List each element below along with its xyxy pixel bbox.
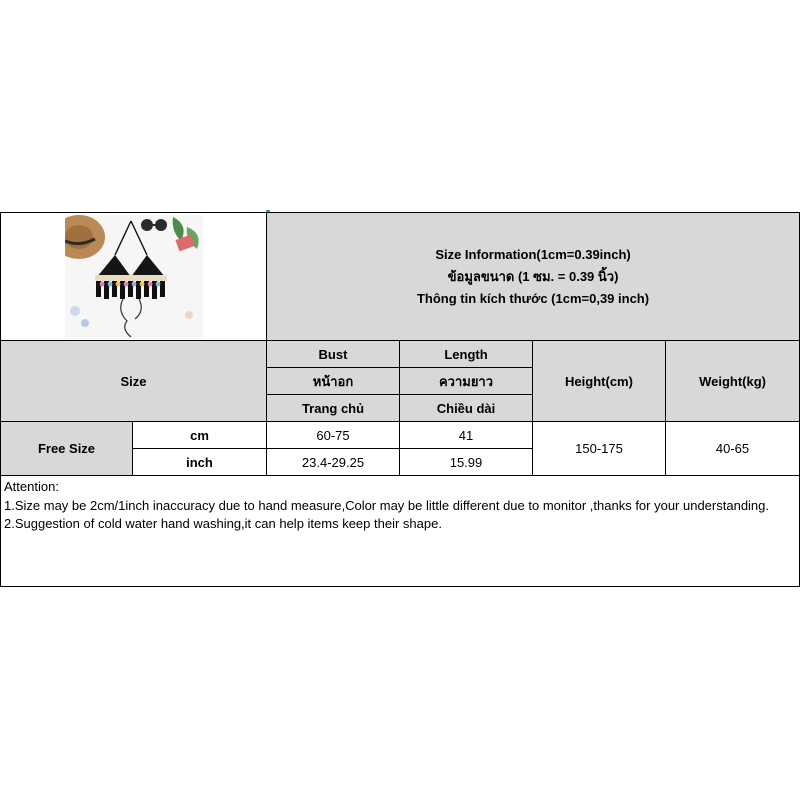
length-cm-value: 41 xyxy=(400,422,533,449)
attention-notes xyxy=(1,476,800,587)
weight-value: 40-65 xyxy=(666,422,800,476)
size-column-header: Size xyxy=(1,341,267,422)
free-size-label: Free Size xyxy=(1,422,133,476)
size-info-title-vi: Thông tin kích thước (1cm=0,39 inch) xyxy=(416,290,650,306)
length-header-th: ความยาว xyxy=(400,368,533,395)
size-info-title-th: ข้อมูลขนาด (1 ซม. = 0.39 นิ้ว) xyxy=(447,268,619,284)
size-info-title-en: Size Information(1cm=0.39inch) xyxy=(435,246,631,262)
bust-inch-value: 23.4-29.25 xyxy=(267,449,400,476)
attention-title: Attention: xyxy=(4,479,59,494)
length-header-vi: Chiều dài xyxy=(400,395,533,422)
product-photo-cell xyxy=(1,213,267,341)
attention-line-1: 1.Size may be 2cm/1inch inaccuracy due to hand measure,Color may be little different due to monitor ,thanks for your understanding. xyxy=(4,497,770,513)
height-value: 150-175 xyxy=(533,422,666,476)
size-information-header xyxy=(267,213,800,341)
bust-header-th: หน้าอก xyxy=(267,368,400,395)
unit-cm-label: cm xyxy=(133,422,267,449)
height-header: Height(cm) xyxy=(533,341,666,422)
weight-header: Weight(kg) xyxy=(666,341,800,422)
attention-line-2: 2.Suggestion of cold water hand washing,it can help items keep their shape. xyxy=(4,516,442,531)
length-inch-value: 15.99 xyxy=(400,449,533,476)
size-chart-table xyxy=(0,212,800,587)
unit-inch-label: inch xyxy=(133,449,267,476)
bust-header-vi: Trang chủ xyxy=(267,395,400,422)
bust-cm-value: 60-75 xyxy=(267,422,400,449)
bust-header-en: Bust xyxy=(267,341,400,368)
length-header-en: Length xyxy=(400,341,533,368)
crochet-halter-top-photo xyxy=(65,215,203,339)
